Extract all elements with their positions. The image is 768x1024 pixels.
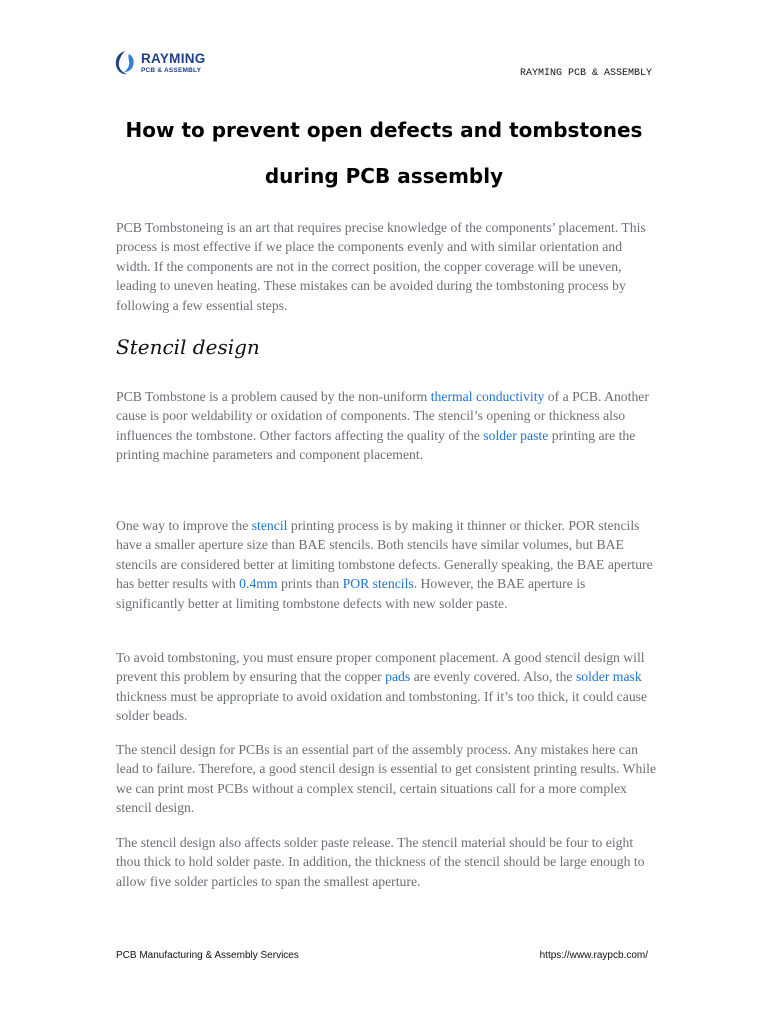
logo-swoosh-icon	[114, 50, 136, 76]
p2-text-3: prints than	[277, 576, 343, 592]
paragraph-5: The stencil design also affects solder paste release. The stencil material should be four to eight thou thick to hold solder paste. In addition, the thickness of the stencil should be large enough to allow five solder particles to span the smallest aperture.	[116, 835, 645, 889]
pads-link[interactable]: pads	[385, 669, 411, 685]
paragraph-1	[116, 387, 656, 465]
thermal-conductivity-link[interactable]: thermal conductivity	[430, 389, 545, 404]
p1-text-2: of a PCB. Another cause is poor weldability or oxidation of components. The stencil’s opening or thickness also influences the tombstone. Other factors affecting the quality of the	[116, 389, 649, 443]
page-title-line-2: during PCB assembly	[264, 164, 504, 188]
p2-text-4: . However, the BAE aperture is significantly better at limiting tombstone defects with new solder paste.	[116, 576, 586, 611]
0-4mm-link[interactable]: 0.4mm	[239, 576, 278, 592]
solder-mask-link[interactable]: solder mask	[575, 669, 642, 685]
p1-text-3: printing are the printing machine parameters and component placement.	[116, 427, 636, 463]
intro-paragraph: PCB Tombstoneing is an art that requires precise knowledge of the components’ placement. This process is most effective if we place the components evenly and with similar orientation and width. If the components are not in the correct position, the copper coverage will be uneven, leading to uneven heating. These mistakes can be avoided during the tombstoning process by following a few essential steps.	[116, 220, 646, 313]
footer-url: https://www.raypcb.com/	[539, 950, 648, 961]
p3-text-3: thickness must be appropriate to avoid oxidation and tombstoning. If it’s too thick, it could cause solder beads.	[116, 688, 648, 724]
footer-services: PCB Manufacturing & Assembly Services	[116, 950, 299, 961]
header-company-name: RAYMING PCB & ASSEMBLY	[519, 68, 652, 79]
paragraph-3	[116, 648, 656, 726]
p2-text-1: One way to improve the	[116, 518, 252, 533]
solder-paste-link[interactable]: solder paste	[483, 427, 549, 443]
p1-text-1: PCB Tombstone is a problem caused by the non-uniform	[116, 389, 431, 404]
paragraph-4: The stencil design for PCBs is an essential part of the assembly process. Any mistakes here can lead to failure. Therefore, a good stencil design is essential to get consistent printing results. While we can print most PCBs without a complex stencil, certain situations call for a more complex stencil design.	[116, 742, 657, 816]
logo-subtitle: PCB & ASSEMBLY	[141, 66, 202, 74]
stencil-link[interactable]: stencil	[251, 518, 288, 533]
p3-text-2: are evenly covered. Also, the	[410, 669, 576, 685]
p3-text-1: To avoid tombstoning, you must ensure proper component placement. A good stencil design will prevent this problem by ensuring that the copper	[116, 650, 645, 685]
logo-name: RAYMING	[141, 51, 206, 66]
page-title-line-1: How to prevent open defects and tombstones	[125, 118, 643, 142]
p2-text-2: printing process is by making it thinner or thicker. POR stencils have a smaller aperture size than BAE stencils. Both stencils have similar volumes, but BAE stencils are considered better at limiting tombstone defects. Generally speaking, the BAE aperture has better results with	[116, 518, 653, 592]
paragraph-2	[116, 516, 656, 613]
por-stencils-link[interactable]: POR stencils	[342, 576, 414, 592]
section-heading-stencil-design: Stencil design	[116, 335, 260, 359]
rayming-logo	[114, 50, 206, 76]
